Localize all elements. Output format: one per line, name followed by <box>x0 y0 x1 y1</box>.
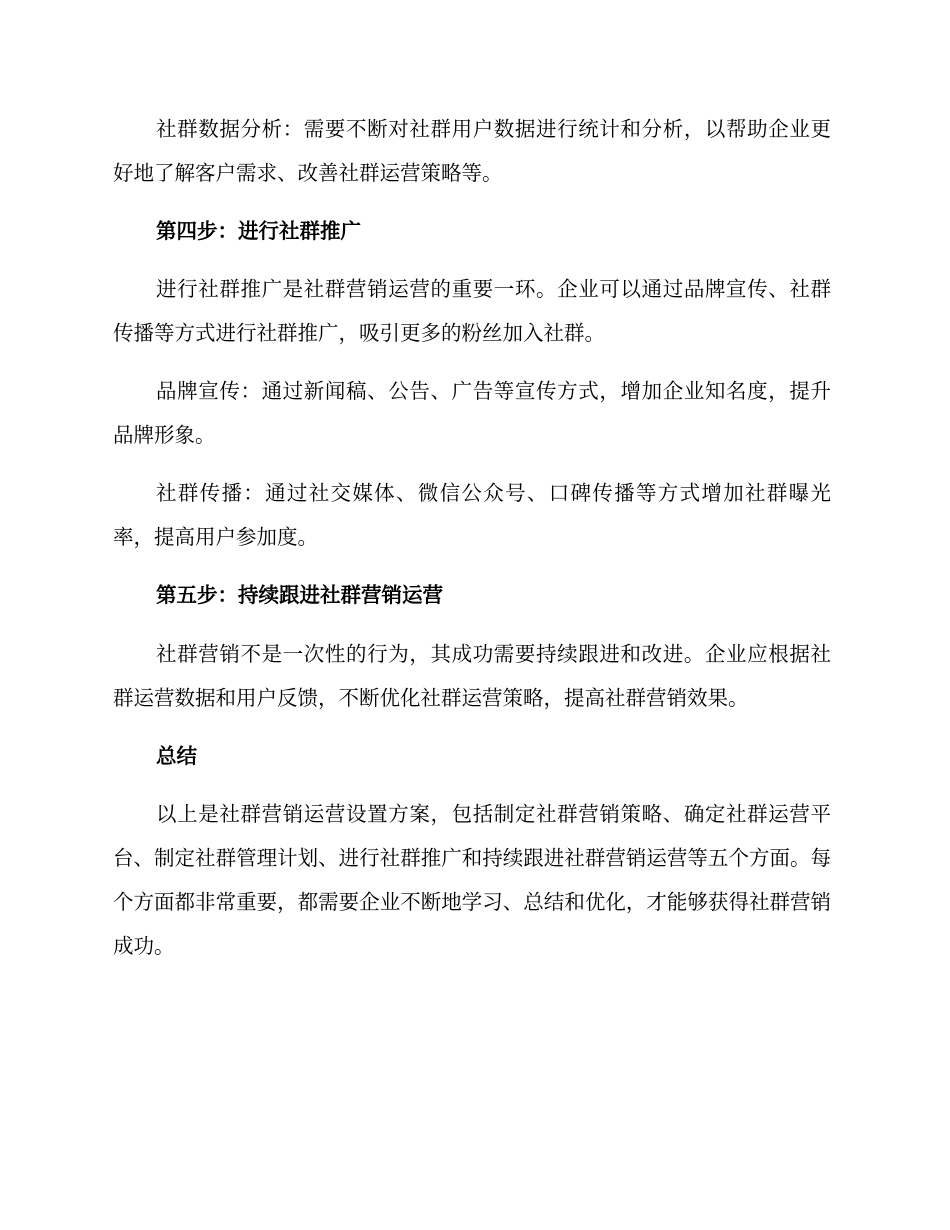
paragraph-brand-promotion: 品牌宣传：通过新闻稿、公告、广告等宣传方式，增加企业知名度，提升品牌形象。 <box>113 379 831 447</box>
heading-step-four: 第四步：进行社群推广 <box>156 219 361 243</box>
paragraph-summary: 以上是社群营销运营设置方案，包括制定社群营销策略、确定社群运营平台、制定社群管理计划、进行社群推广和持续跟进社群营销运营等五个方面。每个方面都非常重要，都需要企业不断地学习、总结和优化，才能够获得社群营销成功。 <box>113 802 831 958</box>
paragraph-community-spread: 社群传播：通过社交媒体、微信公众号、口碑传播等方式增加社群曝光率，提高用户参加度。 <box>113 481 831 549</box>
heading-step-five: 第五步：持续跟进社群营销运营 <box>156 583 443 607</box>
heading-summary: 总结 <box>156 744 197 768</box>
paragraph-community-promotion: 进行社群推广是社群营销运营的重要一环。企业可以通过品牌宣传、社群传播等方式进行社群推广，吸引更多的粉丝加入社群。 <box>113 277 831 345</box>
paragraph-continuous-followup: 社群营销不是一次性的行为，其成功需要持续跟进和改进。企业应根据社群运营数据和用户反馈，不断优化社群运营策略，提高社群营销效果。 <box>113 642 831 710</box>
paragraph-community-data-analysis: 社群数据分析：需要不断对社群用户数据进行统计和分析，以帮助企业更好地了解客户需求、改善社群运营策略等。 <box>113 117 831 185</box>
